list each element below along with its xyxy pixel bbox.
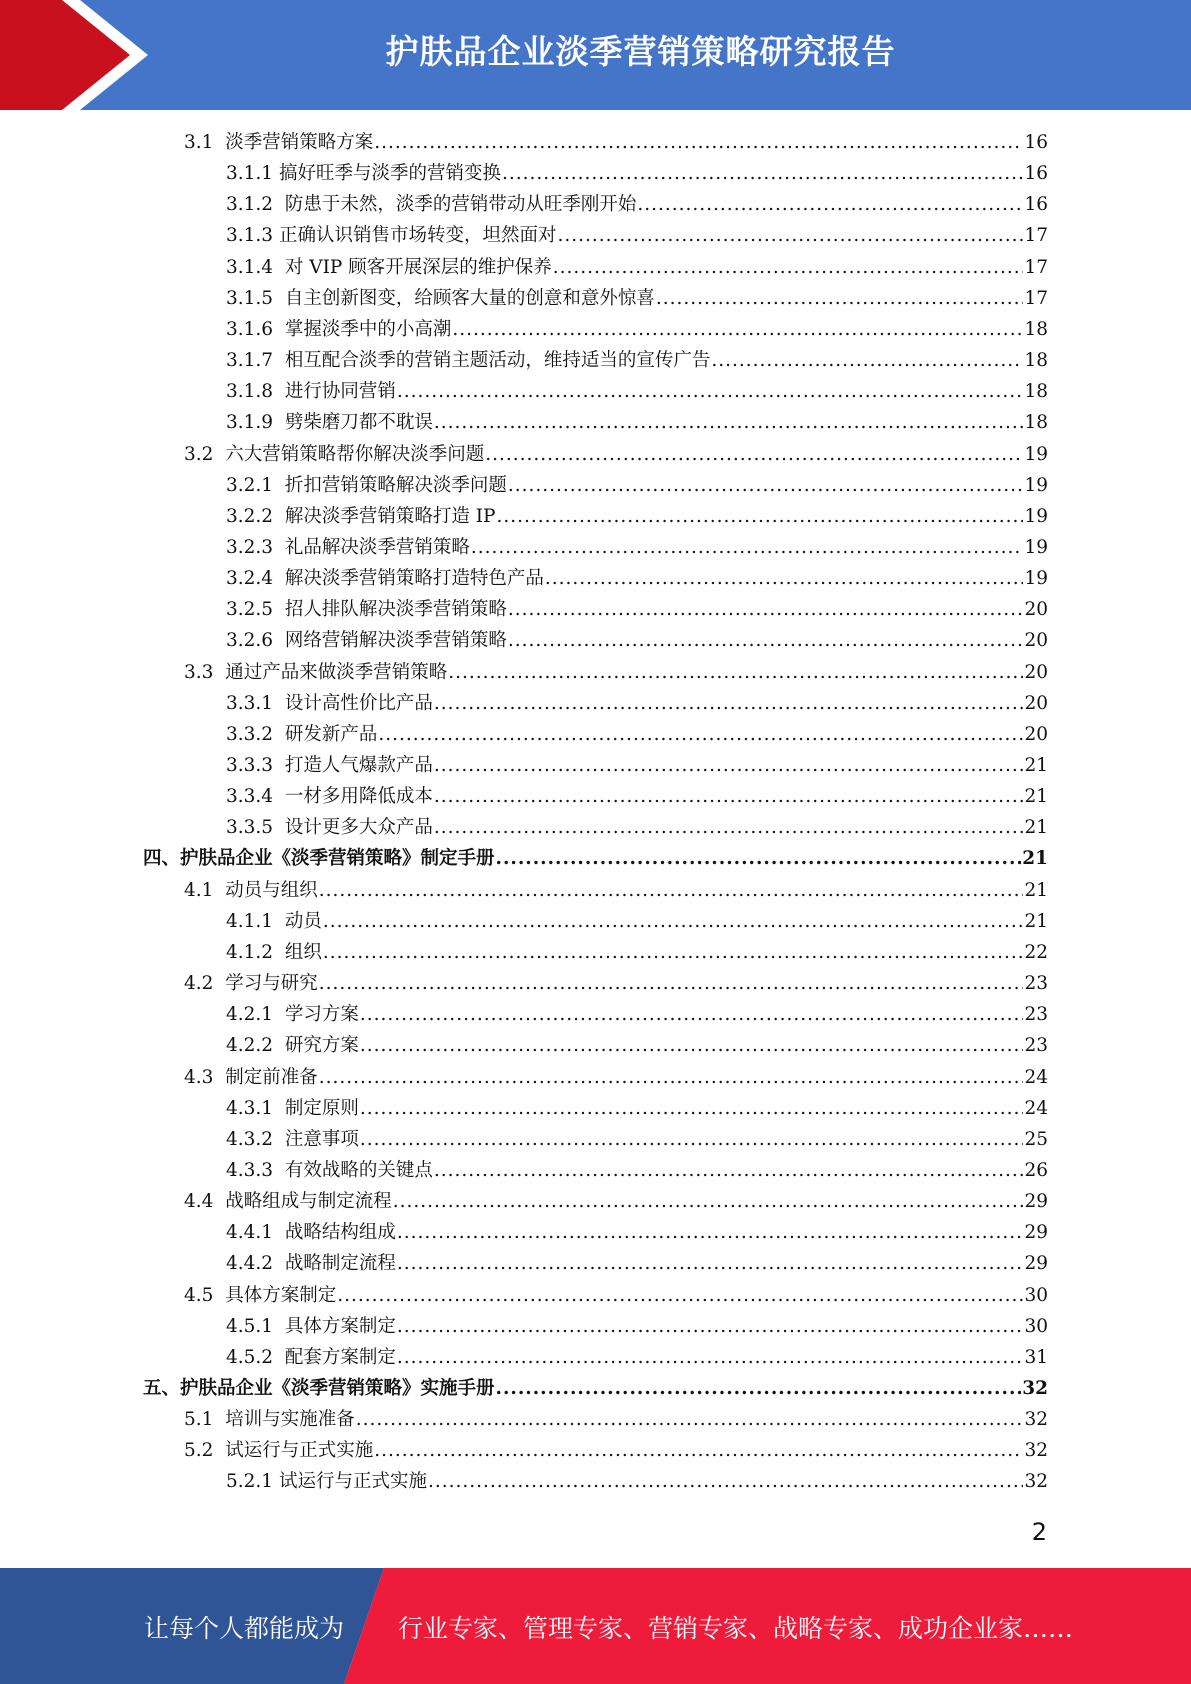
toc-dot-leader xyxy=(360,1124,1024,1155)
toc-entry-title: 劈柴磨刀都不耽误 xyxy=(284,412,433,434)
toc-entry[interactable] xyxy=(226,314,1048,345)
toc-entry-number: 3.3 xyxy=(184,661,226,683)
toc-dot-leader xyxy=(656,283,1024,314)
toc-entry[interactable] xyxy=(226,1248,1048,1279)
toc-entry-title: 打造人气爆款产品 xyxy=(284,755,433,776)
toc-entry-page: 23 xyxy=(1024,1035,1048,1057)
toc-entry-number: 4.3.1 xyxy=(226,1097,285,1119)
toc-entry-number: 3.2.3 xyxy=(226,536,285,558)
toc-entry-title: 有效战略的关键点 xyxy=(284,1159,433,1181)
toc-entry-title: 掌握淡季中的小高潮 xyxy=(284,318,452,340)
toc-entry-title: 组织 xyxy=(284,941,322,963)
toc-entry-page: 32 xyxy=(1024,1471,1048,1493)
toc-entry-title: 相互配合淡季的营销主题活动，维持适当的宣传广告 xyxy=(284,350,711,372)
toc-entry-number: 4.4 xyxy=(184,1191,226,1213)
toc-entry-number: 3.1.4 xyxy=(226,256,285,278)
toc-dot-leader xyxy=(452,314,1023,345)
toc-entry[interactable] xyxy=(226,1342,1048,1373)
toc-entry-title: 折扣营销策略解决淡季问题 xyxy=(284,474,507,496)
toc-entry-title: 淡季营销策略方案 xyxy=(225,132,374,153)
toc-entry[interactable] xyxy=(226,594,1048,625)
toc-entry-title: 护肤品企业《淡季营销策略》制定手册 xyxy=(180,848,495,870)
toc-dot-leader xyxy=(508,625,1024,656)
toc-entry-page: 21 xyxy=(1024,755,1048,776)
toc-dot-leader xyxy=(434,1155,1024,1186)
toc-entry-number: 3.1.6 xyxy=(226,318,285,340)
toc-dot-leader xyxy=(397,376,1024,407)
toc-entry-number: 3.1.1 xyxy=(226,163,279,185)
toc-entry-page: 18 xyxy=(1024,381,1048,403)
header-title: 护肤品企业淡季营销策略研究报告 xyxy=(385,32,896,71)
toc-entry[interactable] xyxy=(226,532,1048,563)
toc-entry-title: 解决淡季营销策略打造特色产品 xyxy=(284,568,544,590)
toc-entry-page: 32 xyxy=(1024,1409,1048,1431)
toc-entry-page: 16 xyxy=(1024,163,1048,185)
toc-entry-number: 3.1.3 xyxy=(226,225,279,247)
toc-dot-leader xyxy=(496,501,1023,532)
toc-entry-page: 16 xyxy=(1024,194,1048,216)
toc-dot-leader xyxy=(553,252,1024,283)
toc-entry-page: 23 xyxy=(1024,973,1048,995)
toc-entry-number: 3.2.4 xyxy=(226,568,285,590)
toc-entry-number: 3.1 xyxy=(184,132,226,153)
toc-entry-number: 4.5.1 xyxy=(226,1315,285,1337)
toc-entry[interactable] xyxy=(226,376,1048,407)
toc-entry-title: 护肤品企业《淡季营销策略》实施手册 xyxy=(180,1378,495,1399)
toc-entry-page: 24 xyxy=(1024,1097,1048,1119)
toc-entry-title: 试运行与正式实施 xyxy=(278,1471,427,1493)
toc-dot-leader xyxy=(360,1030,1024,1061)
toc-entry-number: 4.5.2 xyxy=(226,1346,285,1368)
toc-dot-leader xyxy=(397,1342,1024,1373)
toc-entry-page: 26 xyxy=(1024,1159,1048,1181)
toc-entry-page: 29 xyxy=(1024,1222,1048,1244)
toc-entry-number: 3.2.6 xyxy=(226,630,285,652)
toc-entry-title: 正确认识销售市场转变，坦然面对 xyxy=(278,225,557,247)
toc-entry-number: 四、 xyxy=(143,848,181,870)
page-header xyxy=(0,0,1191,110)
toc-entry-title: 礼品解决淡季营销策略 xyxy=(284,536,470,558)
toc-entry-number: 3.1.7 xyxy=(226,350,285,372)
toc-entry[interactable] xyxy=(184,968,1048,999)
toc-entry[interactable] xyxy=(184,1062,1048,1093)
toc-entry-page: 16 xyxy=(1024,132,1048,153)
toc-entry-number: 5.2 xyxy=(184,1440,226,1462)
toc-entry-number: 3.1.2 xyxy=(226,194,285,216)
toc-entry-number: 3.1.8 xyxy=(226,381,285,403)
toc-entry-title: 动员 xyxy=(284,910,322,932)
toc-dot-leader xyxy=(337,1280,1023,1311)
toc-entry-title: 战略结构组成 xyxy=(284,1222,396,1244)
toc-entry[interactable] xyxy=(226,220,1048,251)
toc-dot-leader xyxy=(508,594,1024,625)
toc-entry-page: 20 xyxy=(1024,599,1048,621)
toc-entry[interactable] xyxy=(184,1404,1048,1435)
toc-entry-page: 18 xyxy=(1024,318,1048,340)
toc-entry-page: 21 xyxy=(1024,910,1048,932)
toc-entry-number: 五、 xyxy=(143,1378,181,1399)
toc-entry-page: 22 xyxy=(1024,941,1048,963)
toc-entry-page: 24 xyxy=(1024,1066,1048,1088)
toc-entry-page: 20 xyxy=(1024,630,1048,652)
toc-entry-title: 进行协同营销 xyxy=(284,381,396,403)
toc-entry[interactable] xyxy=(226,812,1048,843)
toc-entry-number: 4.1.1 xyxy=(226,910,285,932)
toc-dot-leader xyxy=(485,439,1023,470)
toc-entry-number: 3.1.9 xyxy=(226,412,285,434)
toc-entry[interactable] xyxy=(226,1155,1048,1186)
toc-entry-title: 一材多用降低成本 xyxy=(284,786,433,808)
toc-dot-leader xyxy=(323,906,1024,937)
toc-entry-page: 20 xyxy=(1024,723,1048,745)
toc-entry-title: 搞好旺季与淡季的营销变换 xyxy=(278,163,501,185)
toc-entry-page: 17 xyxy=(1024,256,1048,278)
toc-entry-title: 动员与组织 xyxy=(225,879,318,901)
toc-entry-title: 自主创新图变，给顾客大量的创意和意外惊喜 xyxy=(284,287,655,309)
toc-entry-page: 19 xyxy=(1024,505,1048,527)
toc-entry-page: 31 xyxy=(1024,1346,1048,1368)
toc-entry[interactable] xyxy=(226,470,1048,501)
toc-entry[interactable] xyxy=(226,906,1048,937)
toc-entry[interactable] xyxy=(143,1373,1048,1404)
toc-entry-title: 配套方案制定 xyxy=(284,1346,396,1368)
toc-entry[interactable] xyxy=(226,781,1048,812)
toc-entry[interactable] xyxy=(226,283,1048,314)
toc-entry[interactable] xyxy=(226,1466,1048,1497)
footer-slogan-right: 行业专家、管理专家、营销专家、战略专家、成功企业家…… xyxy=(398,1614,1074,1643)
toc-entry[interactable] xyxy=(226,999,1048,1030)
toc-entry[interactable] xyxy=(226,1124,1048,1155)
toc-dot-leader xyxy=(496,1373,1022,1404)
toc-entry-title: 网络营销解决淡季营销策略 xyxy=(284,630,507,652)
toc-entry-number: 4.4.2 xyxy=(226,1253,285,1275)
toc-entry-number: 4.2 xyxy=(184,973,226,995)
toc-dot-leader xyxy=(434,407,1024,438)
toc-entry[interactable] xyxy=(184,1435,1048,1466)
toc-entry-title: 战略组成与制定流程 xyxy=(225,1191,392,1213)
toc-entry-page: 18 xyxy=(1024,350,1048,372)
toc-entry-page: 21 xyxy=(1024,786,1048,808)
toc-entry[interactable] xyxy=(226,688,1048,719)
toc-dot-leader xyxy=(508,470,1024,501)
toc-entry-title: 对 VIP 顾客开展深层的维护保养 xyxy=(284,256,552,278)
footer-slogan-left: 让每个人都能成为 xyxy=(144,1614,345,1643)
toc-dot-leader xyxy=(471,532,1024,563)
toc-dot-leader xyxy=(448,657,1023,688)
toc-entry-number: 4.1 xyxy=(184,879,226,901)
toc-entry-title: 防患于未然，淡季的营销带动从旺季刚开始 xyxy=(284,194,637,216)
toc-entry-page: 17 xyxy=(1024,287,1048,309)
toc-entry-title: 招人排队解决淡季营销策略 xyxy=(284,599,507,621)
toc-entry-title: 学习方案 xyxy=(284,1004,359,1026)
toc-entry[interactable] xyxy=(226,1030,1048,1061)
toc-entry-page: 32 xyxy=(1024,1440,1048,1462)
toc-dot-leader xyxy=(428,1466,1023,1497)
toc-entry[interactable] xyxy=(184,1186,1048,1217)
toc-entry[interactable] xyxy=(143,843,1048,874)
toc-entry-page: 29 xyxy=(1024,1253,1048,1275)
toc-entry[interactable] xyxy=(226,563,1048,594)
toc-entry-number: 4.3.2 xyxy=(226,1128,285,1150)
toc-entry[interactable] xyxy=(226,1093,1048,1124)
toc-dot-leader xyxy=(356,1404,1024,1435)
toc-dot-leader xyxy=(319,1062,1024,1093)
toc-entry-title: 研发新产品 xyxy=(284,723,378,745)
toc-entry-number: 4.1.2 xyxy=(226,941,285,963)
toc-entry-number: 4.5 xyxy=(184,1284,226,1306)
toc-dot-leader xyxy=(323,937,1024,968)
toc-dot-leader xyxy=(393,1186,1024,1217)
toc-entry-title: 制定前准备 xyxy=(225,1066,318,1088)
toc-entry-title: 研究方案 xyxy=(284,1035,359,1057)
toc-dot-leader xyxy=(378,719,1023,750)
toc-entry[interactable] xyxy=(226,407,1048,438)
toc-entry-title: 具体方案制定 xyxy=(225,1284,337,1306)
toc-entry-title: 解决淡季营销策略打造 IP xyxy=(284,505,496,527)
toc-entry-title: 通过产品来做淡季营销策略 xyxy=(225,661,448,683)
toc-dot-leader xyxy=(374,1435,1023,1466)
toc-dot-leader xyxy=(397,1311,1024,1342)
page-number: 2 xyxy=(1031,1518,1047,1546)
toc-dot-leader xyxy=(397,1217,1024,1248)
toc-dot-leader xyxy=(502,158,1023,189)
toc-entry[interactable] xyxy=(226,189,1048,220)
toc-entry-number: 4.3 xyxy=(184,1066,226,1088)
toc-entry-number: 5.1 xyxy=(184,1409,226,1431)
toc-dot-leader xyxy=(434,781,1024,812)
toc-entry[interactable] xyxy=(226,158,1048,189)
toc-entry-number: 5.2.1 xyxy=(226,1471,279,1493)
toc-entry-number: 4.3.3 xyxy=(226,1159,285,1181)
toc-entry-page: 18 xyxy=(1024,412,1048,434)
toc-entry-page: 19 xyxy=(1024,443,1048,465)
toc-entry-title: 具体方案制定 xyxy=(284,1315,396,1337)
toc-dot-leader xyxy=(557,220,1023,251)
toc-entry[interactable] xyxy=(226,345,1048,376)
toc-entry[interactable] xyxy=(226,252,1048,283)
toc-entry-page: 30 xyxy=(1024,1284,1048,1306)
toc-dot-leader xyxy=(374,127,1023,158)
toc-dot-leader xyxy=(397,1248,1024,1279)
toc-dot-leader xyxy=(434,812,1024,843)
toc-entry-title: 学习与研究 xyxy=(225,973,318,995)
toc-dot-leader xyxy=(319,875,1024,906)
toc-entry-number: 3.3.1 xyxy=(226,692,285,714)
toc-dot-leader xyxy=(711,345,1023,376)
page-footer xyxy=(0,1568,1191,1684)
toc-entry[interactable] xyxy=(226,719,1048,750)
toc-entry-number: 3.2 xyxy=(184,443,226,465)
toc-entry-page: 20 xyxy=(1024,661,1048,683)
toc-entry-page: 30 xyxy=(1024,1315,1048,1337)
toc-entry[interactable] xyxy=(226,937,1048,968)
toc-entry[interactable] xyxy=(184,127,1048,158)
toc-entry-number: 4.2.1 xyxy=(226,1004,285,1026)
toc-entry-page: 21 xyxy=(1024,879,1048,901)
toc-entry[interactable] xyxy=(184,439,1048,470)
toc-dot-leader xyxy=(319,968,1024,999)
toc-entry[interactable] xyxy=(226,1217,1048,1248)
toc-entry-page: 23 xyxy=(1024,1004,1048,1026)
toc-entry[interactable] xyxy=(184,657,1048,688)
toc-entry-number: 3.2.1 xyxy=(226,474,285,496)
toc-entry-page: 17 xyxy=(1024,225,1048,247)
toc-dot-leader xyxy=(545,563,1024,594)
toc-entry-title: 试运行与正式实施 xyxy=(225,1440,374,1462)
toc-entry-page: 29 xyxy=(1024,1191,1048,1213)
toc-entry-number: 3.2.5 xyxy=(226,599,285,621)
toc-entry-title: 六大营销策略帮你解决淡季问题 xyxy=(225,443,485,465)
toc-entry-page: 19 xyxy=(1024,568,1048,590)
toc-entry-title: 战略制定流程 xyxy=(284,1253,396,1275)
toc-entry-number: 3.3.2 xyxy=(226,723,285,745)
toc-entry-number: 3.3.3 xyxy=(226,755,285,776)
toc-entry-page: 32 xyxy=(1022,1378,1048,1399)
toc-entry-page: 21 xyxy=(1022,848,1048,870)
toc-entry[interactable] xyxy=(184,1280,1048,1311)
toc-entry[interactable] xyxy=(184,875,1048,906)
toc-entry-number: 3.3.5 xyxy=(226,817,285,839)
toc-entry-page: 20 xyxy=(1024,692,1048,714)
toc-dot-leader xyxy=(434,750,1024,781)
toc-entry-number: 3.2.2 xyxy=(226,505,285,527)
toc-dot-leader xyxy=(637,189,1023,220)
toc-entry-number: 4.2.2 xyxy=(226,1035,285,1057)
toc-entry-number: 3.1.5 xyxy=(226,287,285,309)
toc-entry-number: 4.4.1 xyxy=(226,1222,285,1244)
toc-entry-page: 19 xyxy=(1024,536,1048,558)
toc-dot-leader xyxy=(434,688,1024,719)
toc-entry[interactable] xyxy=(226,501,1048,532)
toc-entry-page: 21 xyxy=(1024,817,1048,839)
toc-entry-title: 培训与实施准备 xyxy=(225,1409,355,1431)
toc-dot-leader xyxy=(496,843,1022,874)
toc-dot-leader xyxy=(360,999,1024,1030)
toc-dot-leader xyxy=(360,1093,1024,1124)
toc-entry-title: 制定原则 xyxy=(284,1097,359,1119)
toc-entry-title: 设计高性价比产品 xyxy=(284,692,433,714)
toc-entry[interactable] xyxy=(226,1311,1048,1342)
toc-entry-page: 25 xyxy=(1024,1128,1048,1150)
toc-entry[interactable] xyxy=(226,625,1048,656)
toc-entry-title: 设计更多大众产品 xyxy=(284,817,433,839)
toc-entry-title: 注意事项 xyxy=(284,1128,359,1150)
toc-entry[interactable] xyxy=(226,750,1048,781)
toc-entry-number: 3.3.4 xyxy=(226,786,285,808)
toc-entry-page: 19 xyxy=(1024,474,1048,496)
